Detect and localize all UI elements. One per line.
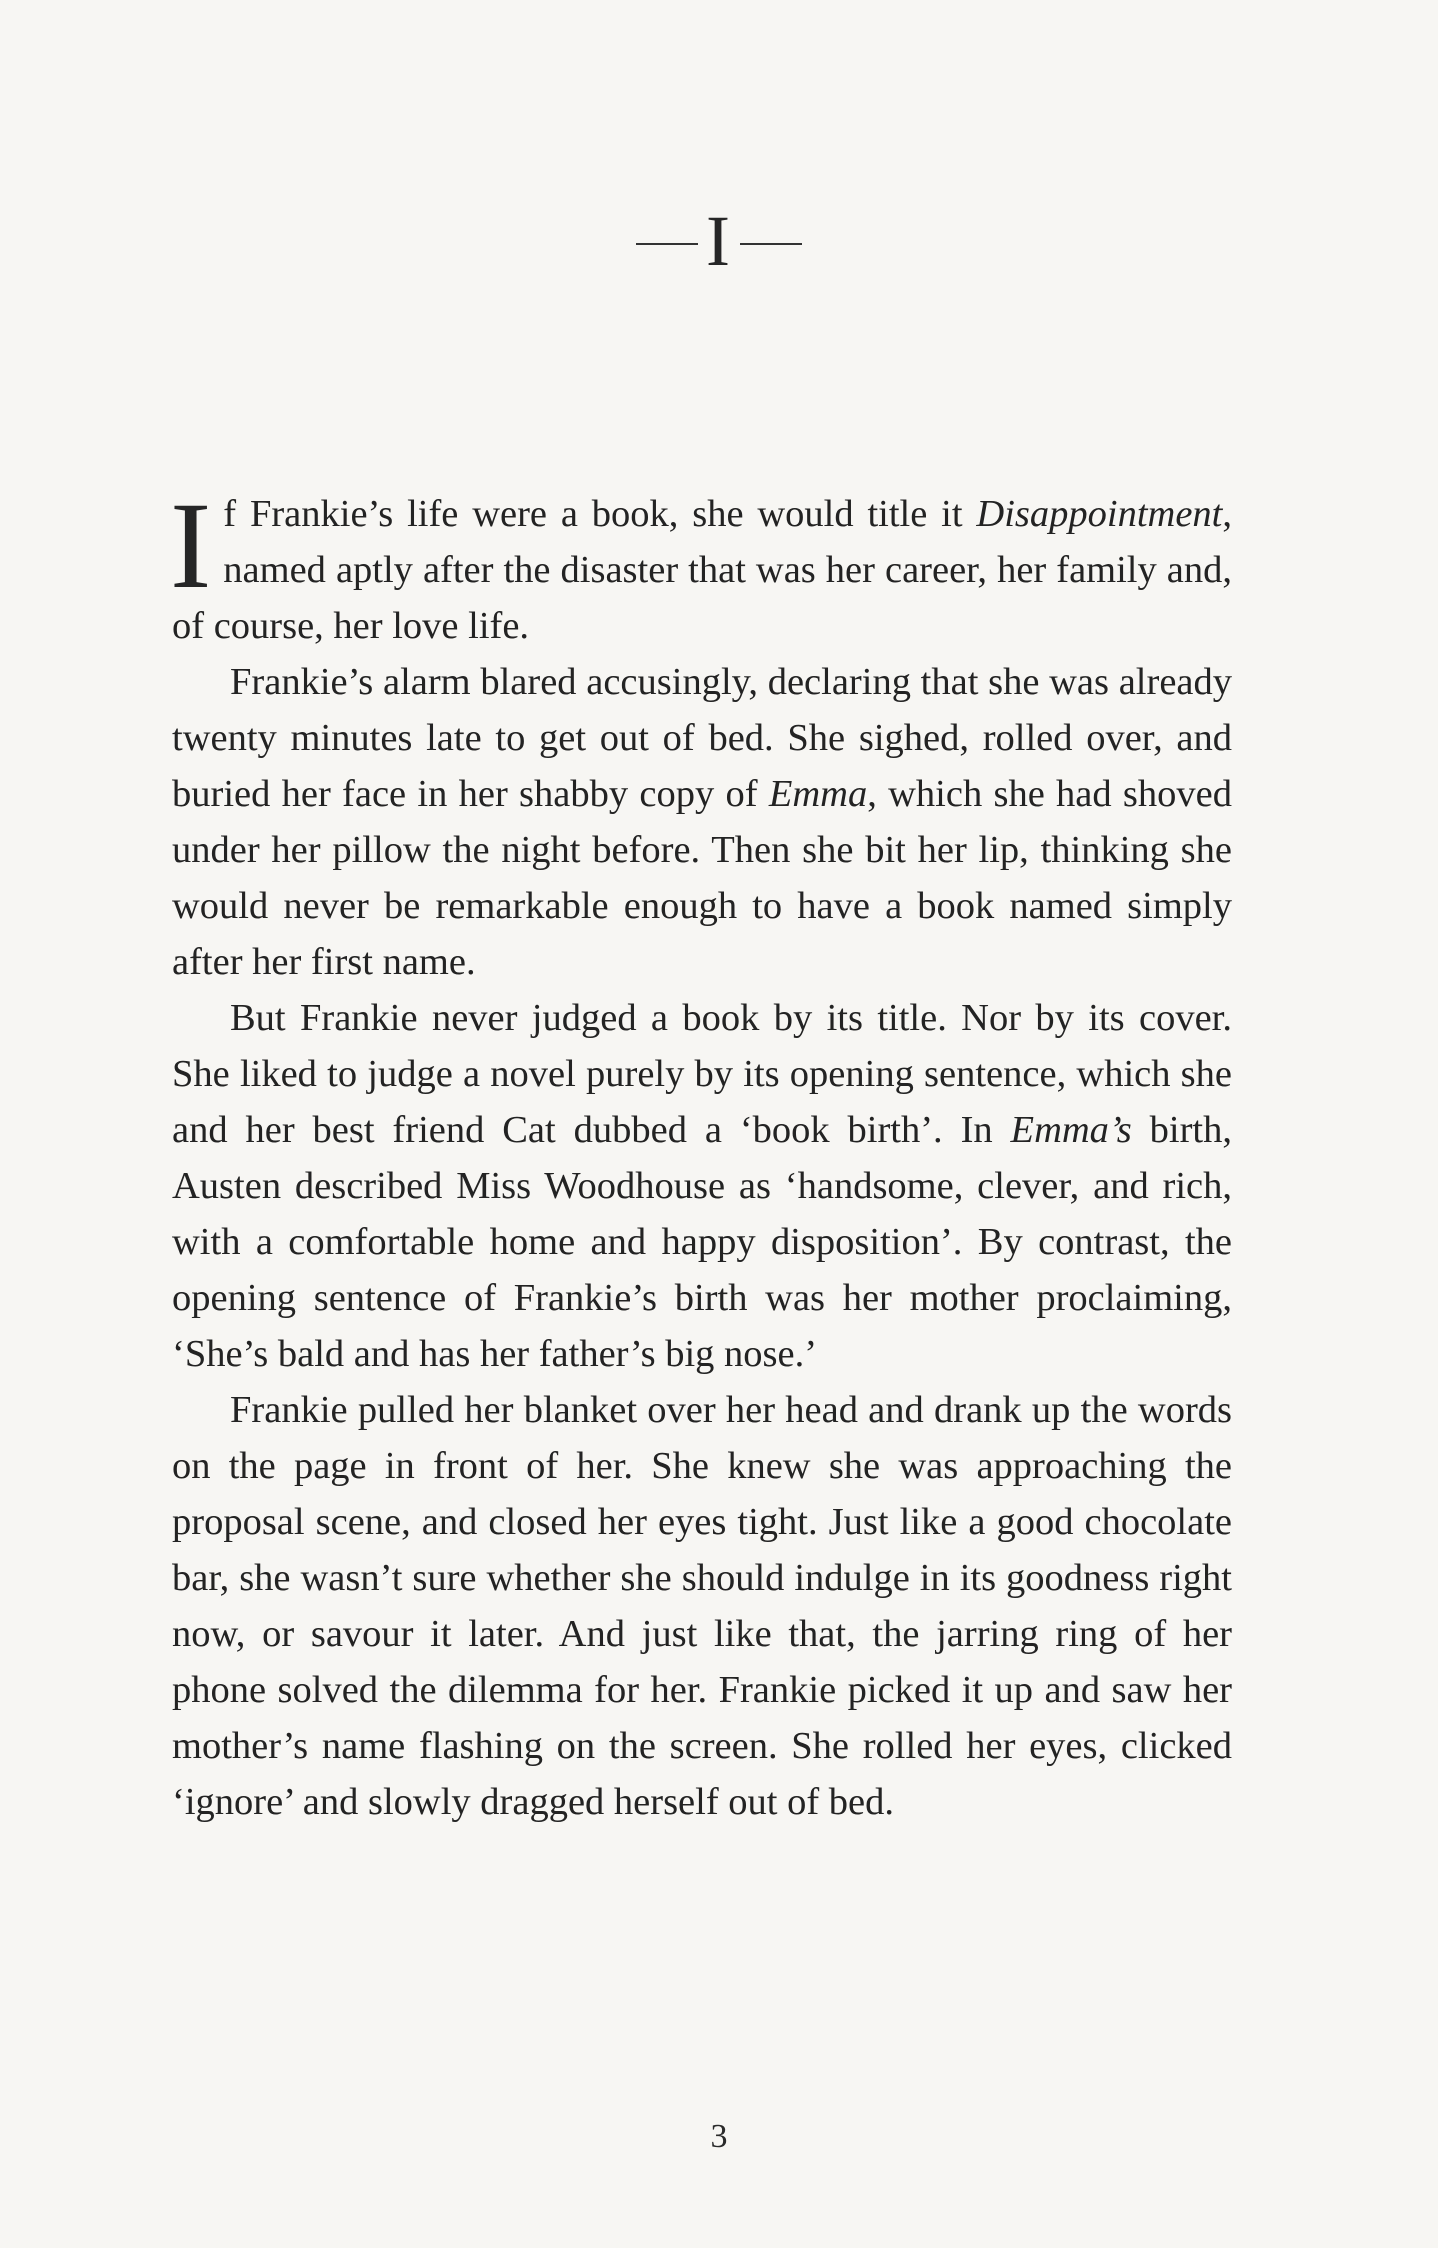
paragraph-2-text-b: , which she had shoved under her pillow the night before. Then she bit her lip, thinking she would never be remarkable enough to have a book named simply after her first name.: [172, 773, 1232, 983]
paragraph-3-italic: Emma’s: [1010, 1109, 1132, 1151]
chapter-heading: [0, 201, 1438, 281]
page-number: 3: [710, 2118, 728, 2155]
paragraph-3: [172, 990, 1232, 1382]
paragraph-4-text-a: Frankie pulled her blanket over her head and drank up the words on the page in front of her. She knew she was approaching the proposal scene, and closed her eyes tight. Just like a good chocolate bar, she wasn’t sure whether she should indulge in its goodness right now, or savour it later. And just like that, the jarring ring of her phone solved the dilemma for her. Frankie picked it up and saw her mother’s name flashing on the screen. She rolled her eyes, clicked ‘ignore’ and slowly dragged herself out of bed.: [172, 1389, 1232, 1823]
paragraph-3-text-a: But Frankie never judged a book by its title. Nor by its cover. She liked to judge a novel purely by its opening sentence, which she and her best friend Cat dubbed a ‘book birth’. In: [172, 997, 1232, 1151]
paragraph-2-text-a: Frankie’s alarm blared accusingly, declaring that she was already twenty minutes late to get out of bed. She sighed, rolled over, and buried her face in her shabby copy of: [172, 661, 1232, 815]
paragraph-2: [172, 654, 1232, 990]
paragraph-1-text-a: f Frankie’s life were a book, she would title it: [223, 493, 977, 535]
paragraph-2-italic: Emma: [768, 773, 868, 815]
chapter-numeral: I: [706, 201, 732, 281]
paragraph-1-text-b: , named aptly after the disaster that was her career, her family and, of course, her love life.: [172, 493, 1232, 647]
drop-cap: I: [170, 477, 212, 614]
left-rule: [636, 243, 698, 245]
paragraph-3-text-b: birth, Austen described Miss Woodhouse as ‘handsome, clever, and rich, with a comfortable home and happy disposition’. By contrast, the opening sentence of Frankie’s birth was her mother proclaiming, ‘She’s bald and has her father’s big nose.’: [172, 1109, 1232, 1375]
paragraph-1-italic: Disappointment: [976, 493, 1223, 535]
right-rule: [740, 243, 802, 245]
paragraph-4: [172, 1382, 1232, 1830]
paragraph-1: [170, 477, 1232, 654]
body-text: [170, 477, 1232, 1830]
